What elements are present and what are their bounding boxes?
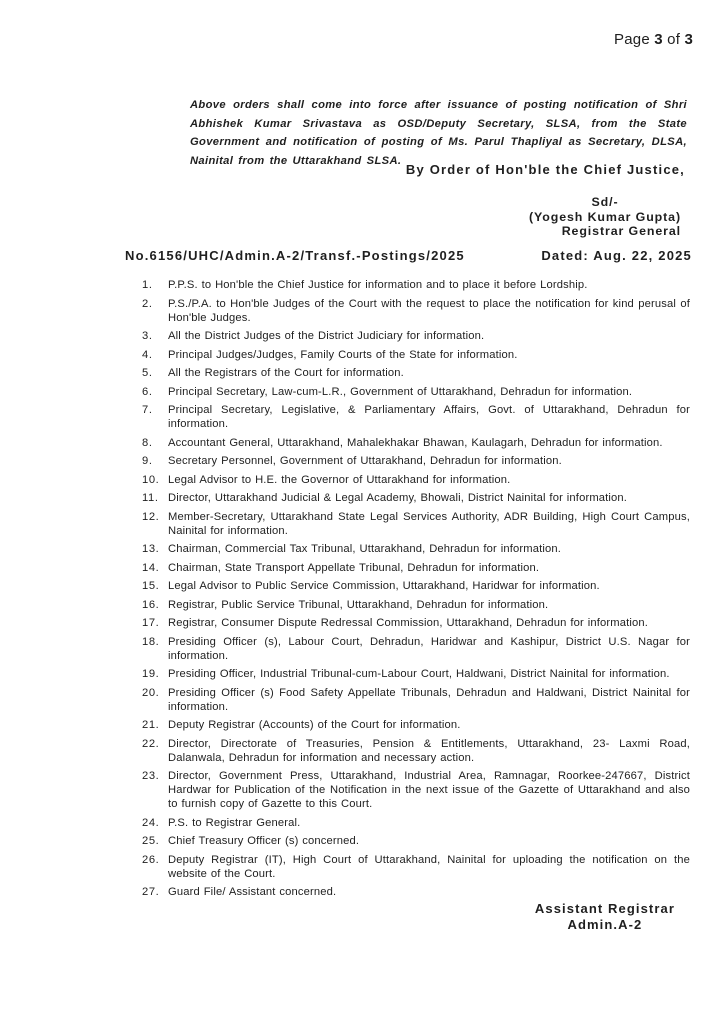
- list-item-text: Presiding Officer, Industrial Tribunal-cum-Labour Court, Haldwani, District Nainital for information.: [168, 668, 670, 680]
- list-item: [142, 616, 690, 630]
- list-item-number: 9.: [142, 455, 153, 467]
- list-item-text: Guard File/ Assistant concerned.: [168, 886, 337, 898]
- list-item: [142, 542, 690, 556]
- reference-line: [125, 248, 692, 263]
- list-item-number: 2.: [142, 297, 153, 310]
- list-item-text: Director, Uttarakhand Judicial & Legal Academy, Bhowali, District Nainital for information.: [168, 492, 628, 504]
- sd-line: Sd/-: [591, 195, 619, 209]
- list-item: [142, 329, 690, 343]
- list-item-number: 25.: [142, 835, 160, 847]
- list-item-text: P.P.S. to Hon'ble the Chief Justice for information and to place it before Lordship.: [168, 279, 588, 291]
- list-item: [142, 885, 690, 899]
- list-item-text: Principal Secretary, Law-cum-L.R., Government of Uttarakhand, Dehradun for information.: [168, 385, 633, 398]
- list-item-number: 15.: [142, 580, 160, 592]
- list-item-number: 18.: [142, 635, 160, 648]
- reference-number: No.6156/UHC/Admin.A-2/Transf.-Postings/2025: [125, 248, 465, 263]
- list-item: [142, 348, 690, 362]
- list-item-number: 3.: [142, 330, 153, 342]
- distribution-list: [142, 278, 690, 904]
- list-item-number: 26.: [142, 853, 160, 866]
- list-item-number: 1.: [142, 279, 153, 291]
- list-item-text: Registrar, Public Service Tribunal, Uttarakhand, Dehradun for information.: [168, 598, 549, 611]
- list-item-text: Chairman, Commercial Tax Tribunal, Uttarakhand, Dehradun for information.: [168, 543, 561, 555]
- list-item-number: 4.: [142, 348, 153, 361]
- list-item-text: Legal Advisor to H.E. the Governor of Uttarakhand for information.: [168, 473, 511, 486]
- list-item: [142, 473, 690, 487]
- list-item-number: 7.: [142, 404, 153, 416]
- list-item: [142, 718, 690, 732]
- list-item: [142, 598, 690, 612]
- list-item-text: All the District Judges of the District Judiciary for information.: [168, 330, 485, 342]
- list-item-text: Secretary Personnel, Government of Uttarakhand, Dehradun for information.: [168, 455, 562, 467]
- list-item-text: P.S./P.A. to Hon'ble Judges of the Court with the request to place the notification for kind perusal of Hon'ble Judges.: [168, 297, 690, 324]
- list-item: [142, 579, 690, 593]
- list-item: [142, 769, 690, 811]
- page-indicator-prefix: Page: [614, 31, 655, 48]
- list-item: [142, 561, 690, 575]
- list-item: [142, 297, 690, 325]
- list-item-text: Accountant General, Uttarakhand, Mahalekhakar Bhawan, Kaulagarh, Dehradun for information.: [168, 436, 663, 449]
- list-item-number: 24.: [142, 816, 160, 829]
- list-item-text: Registrar, Consumer Dispute Redressal Commission, Uttarakhand, Dehradun for information.: [168, 617, 648, 629]
- footer-signature: [535, 901, 675, 933]
- list-item: [142, 385, 690, 399]
- list-item: [142, 436, 690, 450]
- list-item-number: 22.: [142, 737, 160, 750]
- list-item: [142, 491, 690, 505]
- footer-signature-section: Admin.A-2: [567, 917, 643, 932]
- list-item: [142, 510, 690, 538]
- list-item-text: All the Registrars of the Court for information.: [168, 367, 404, 379]
- list-item-text: Director, Government Press, Uttarakhand, Industrial Area, Ramnagar, Roorkee-247667, District Hardwar for Publication of the Notification in the next issue of the Gazette of Uttarakhand and also to furnish copy of Gazette to this Court.: [168, 770, 690, 810]
- list-item-text: Principal Secretary, Legislative, & Parliamentary Affairs, Govt. of Uttarakhand, Dehradun for information.: [168, 404, 690, 430]
- page-indicator-separator: of: [662, 31, 685, 48]
- list-item-text: Principal Judges/Judges, Family Courts of the State for information.: [168, 348, 518, 361]
- list-item-text: Presiding Officer (s) Food Safety Appellate Tribunals, Dehradun and Haldwani, District Nainital for information.: [168, 686, 690, 713]
- list-item-text: Member-Secretary, Uttarakhand State Legal Services Authority, ADR Building, High Court Campus, Nainital for information.: [168, 510, 690, 537]
- footer-signature-role: Assistant Registrar: [534, 901, 675, 916]
- list-item-number: 20.: [142, 686, 160, 699]
- signer-name: (Yogesh Kumar Gupta): [528, 209, 681, 224]
- list-item: [142, 454, 690, 468]
- list-item-text: Chairman, State Transport Appellate Tribunal, Dehradun for information.: [168, 561, 540, 574]
- list-item-number: 16.: [142, 598, 160, 611]
- list-item: [142, 834, 690, 848]
- list-item-text: Deputy Registrar (IT), High Court of Uttarakhand, Nainital for uploading the notification on the website of the Court.: [168, 853, 690, 880]
- list-item-text: Legal Advisor to Public Service Commission, Uttarakhand, Haridwar for information.: [168, 580, 600, 592]
- list-item-text: Director, Directorate of Treasuries, Pension & Entitlements, Uttarakhand, 23- Laxmi Road, Dalanwala, Dehradun for information and necessary action.: [168, 737, 690, 764]
- page-number-current: 3: [654, 31, 663, 48]
- list-item-text: Deputy Registrar (Accounts) of the Court for information.: [168, 719, 461, 731]
- list-item-number: 8.: [142, 436, 153, 449]
- list-item: [142, 635, 690, 663]
- intro-paragraph: Above orders shall come into force after issuance of posting notification of Shri Abhishek Kumar Srivastava as OSD/Deputy Secretary, SLSA, from the State Government and notification of posting of Ms. Parul Thapliyal as Secretary, DLSA, Nainital from the Uttarakhand SLSA.: [190, 99, 687, 167]
- page-indicator: [614, 31, 693, 48]
- list-item-number: 23.: [142, 770, 160, 782]
- list-item: [142, 816, 690, 830]
- list-item-text: Presiding Officer (s), Labour Court, Dehradun, Haridwar and Kashipur, District U.S. Nagar for information.: [168, 635, 690, 662]
- list-item-number: 13.: [142, 543, 160, 555]
- list-item-text: P.S. to Registrar General.: [168, 816, 301, 829]
- list-item-number: 17.: [142, 617, 160, 629]
- list-item: [142, 667, 690, 681]
- list-item: [142, 278, 690, 292]
- page-number-total: 3: [684, 31, 693, 48]
- list-item-number: 10.: [142, 473, 160, 486]
- list-item: [142, 366, 690, 380]
- list-item-number: 6.: [142, 385, 153, 398]
- list-item-text: Chief Treasury Officer (s) concerned.: [168, 835, 360, 847]
- list-item-number: 21.: [142, 719, 160, 731]
- signer-designation: Registrar General: [561, 224, 681, 238]
- list-item: [142, 853, 690, 881]
- list-item-number: 19.: [142, 668, 160, 680]
- by-order-line: By Order of Hon'ble the Chief Justice,: [405, 162, 685, 177]
- list-item-number: 11.: [142, 492, 159, 504]
- signature-block: [529, 195, 681, 239]
- list-item-number: 14.: [142, 561, 160, 574]
- list-item: [142, 737, 690, 765]
- list-item: [142, 403, 690, 431]
- list-item-number: 5.: [142, 367, 153, 379]
- list-item-number: 27.: [142, 886, 160, 898]
- reference-date: Dated: Aug. 22, 2025: [541, 248, 692, 263]
- list-item: [142, 686, 690, 714]
- list-item-number: 12.: [142, 510, 160, 523]
